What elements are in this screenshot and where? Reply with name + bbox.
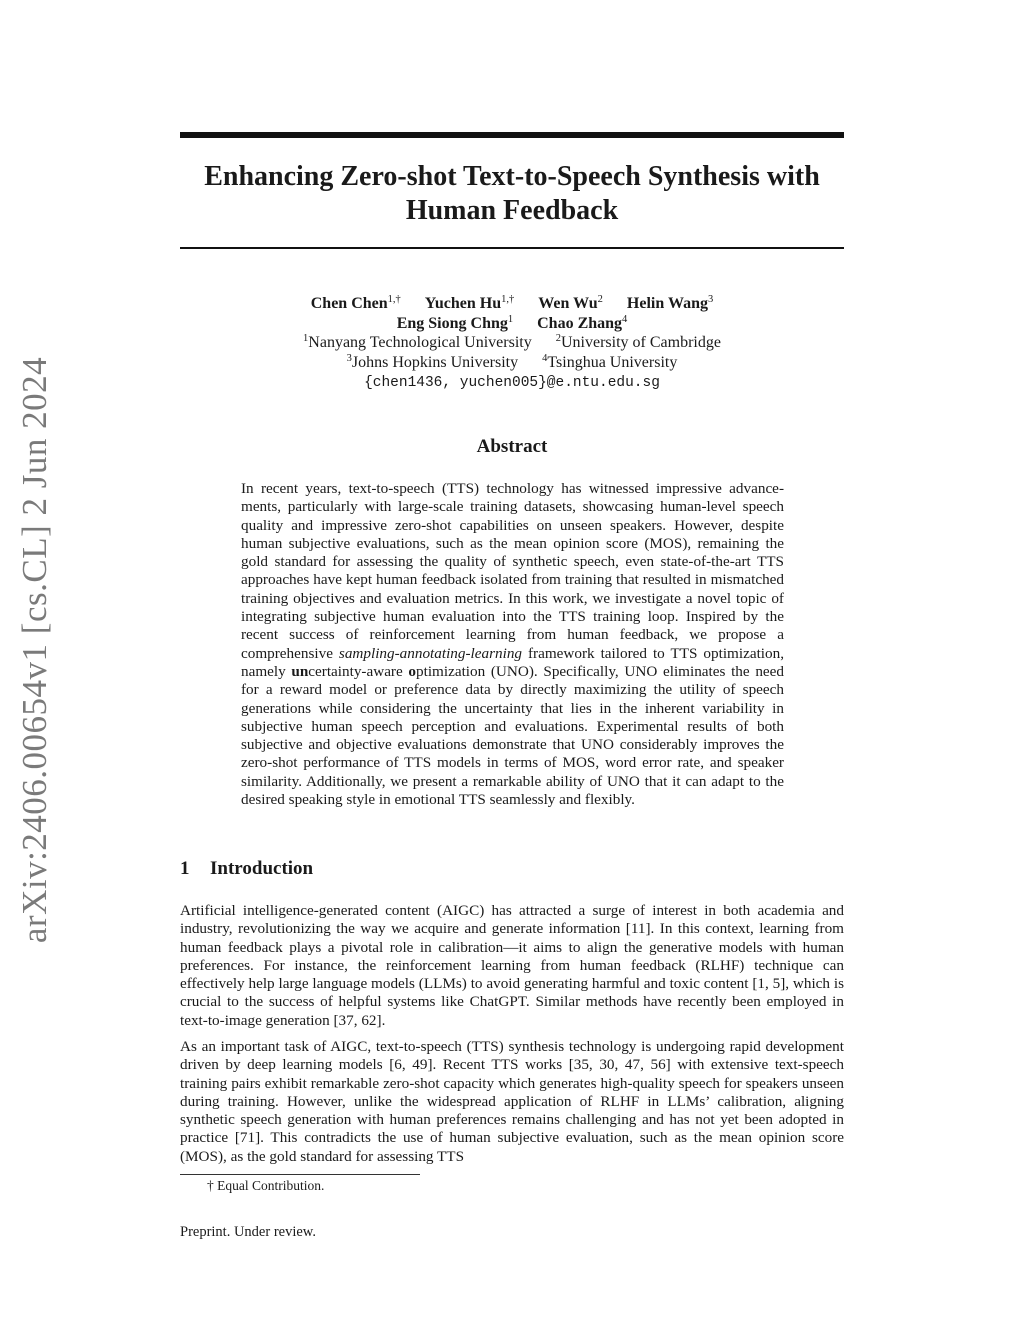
affiliation: $^3$Johns Hopkins University <box>346 352 519 371</box>
author-name: Yuchen $Hu^{1,\dagger}$ <box>424 294 515 312</box>
affiliation-row-2 <box>180 353 844 373</box>
title-rule-bottom <box>180 247 844 249</box>
intro-paragraph-2: As an important task of AIGC, text-to-speech (TTS) synthesis technology is undergoing rapid development driven by deep learning models [6, 49]. Recent TTS works [35, 30, 47, 56] with extensive text-speech training pairs exhibit remarkable zero-shot capacity which generates high-quality speech for speakers unseen during training. However, unlike the widespread application of RLHF in LLMs’ calibration, aligning synthetic speech generation with human preferences remains challenging and has not yet been adopted in practice [71]. This contradicts the use of human subjective evaluation, such as the mean opinion score (MOS), as the gold standard for assessing TTS <box>180 1038 844 1165</box>
author-name: Helin Wang$^3$ <box>626 294 714 312</box>
author-name: Chen Chen$^{1,\dagger}$ <box>310 294 401 312</box>
abstract-heading: Abstract <box>476 436 548 457</box>
footnote-rule <box>180 1174 420 1175</box>
abstract-text: In recent years, text-to-speech (TTS) technology has witnessed impressive advancements, particularly with large-scale training datasets, showcasing human-level speech quality and impressive zero-shot capabilities on unseen speakers. However, despite human subjective evaluations, such as the mean opinion score (MOS), remaining the gold standard for assessing the quality of synthetic speech, even state-of-the-art TTS approaches have kept human feedback isolated from training that resulted in mismatched training objectives and evaluation metrics. In this work, we investigate a novel topic of integrating subjective human evaluation into the TTS training loop. Inspired by the recent success of reinforcement learning from human feedback, we propose a comprehensive sampling-annotating-learning framework tailored to TTS optimization, namely uncertainty-aware optimization (UNO). Specifically, UNO eliminates the need for a reward model or preference data by directly maximizing the utility of speech generations while considering the uncertainty that lies in the inherent variability in subjective human speech perception and evaluations. Experimental results of both subjective and objective evaluations demonstrate that UNO considerably improves the zero-shot performance of TTS models in terms of MOS, word error rate, and speaker similarity. Additionally, we present a remarkable ability of UNO that it can adapt to the desired speaking style in emotional TTS seamlessly and flexibly. <box>241 480 784 809</box>
author-name: Eng Siong Chng$^1$ <box>396 313 514 332</box>
author-row-1 <box>180 294 844 314</box>
italic-term: sampling-annotating-learning <box>338 644 523 662</box>
section-title: Introduction <box>210 858 314 879</box>
paper-title: Enhancing Zero-shot Text-to-Speech Synthesis with Human Feedback <box>204 161 820 226</box>
footnote: † Equal Contribution. <box>207 1178 325 1193</box>
author-email[interactable]: {chen1436, yuchen005}@e.ntu.edu.sg <box>364 375 660 391</box>
author-name: Wen Wu$^2$ <box>538 294 603 312</box>
affiliation: $^2$University of Cambridge <box>555 333 721 351</box>
affiliation: $^1$Nanyang Technological University <box>303 333 532 351</box>
affiliation: $^4$Tsinghua University <box>542 352 678 371</box>
author-email-row <box>180 372 844 394</box>
author-row-2 <box>180 314 844 334</box>
author-name: Chao Zhang$^4$ <box>537 313 628 332</box>
preprint-notice: Preprint. Under review. <box>180 1224 316 1240</box>
author-block <box>180 294 844 394</box>
arxiv-id-text: arXiv:2406.00654v1 [cs.CL] 2 Jun 2024 <box>15 356 55 944</box>
intro-paragraph-1: Artificial intelligence-generated content (AIGC) has attracted a surge of interest in both academia and industry, revolutionizing the way we acquire and generate information [11]. In this context, learning from human feedback plays a pivotal role in calibration—it aims to align the generative models with human preferences. For instance, the reinforcement learning from human feedback (RLHF) technique can effectively help large language models (LLMs) to avoid generating harmful and toxic content [1, 5], which is crucial to the success of helpful systems like ChatGPT. Similar methods have recently been employed in text-to-image generation [37, 62]. <box>180 902 844 1029</box>
section-heading-introduction <box>180 858 844 880</box>
affiliation-row-1 <box>180 333 844 353</box>
title-rule-top <box>180 132 844 138</box>
section-number: 1 <box>180 858 190 879</box>
arxiv-identifier-stamp <box>0 356 70 944</box>
